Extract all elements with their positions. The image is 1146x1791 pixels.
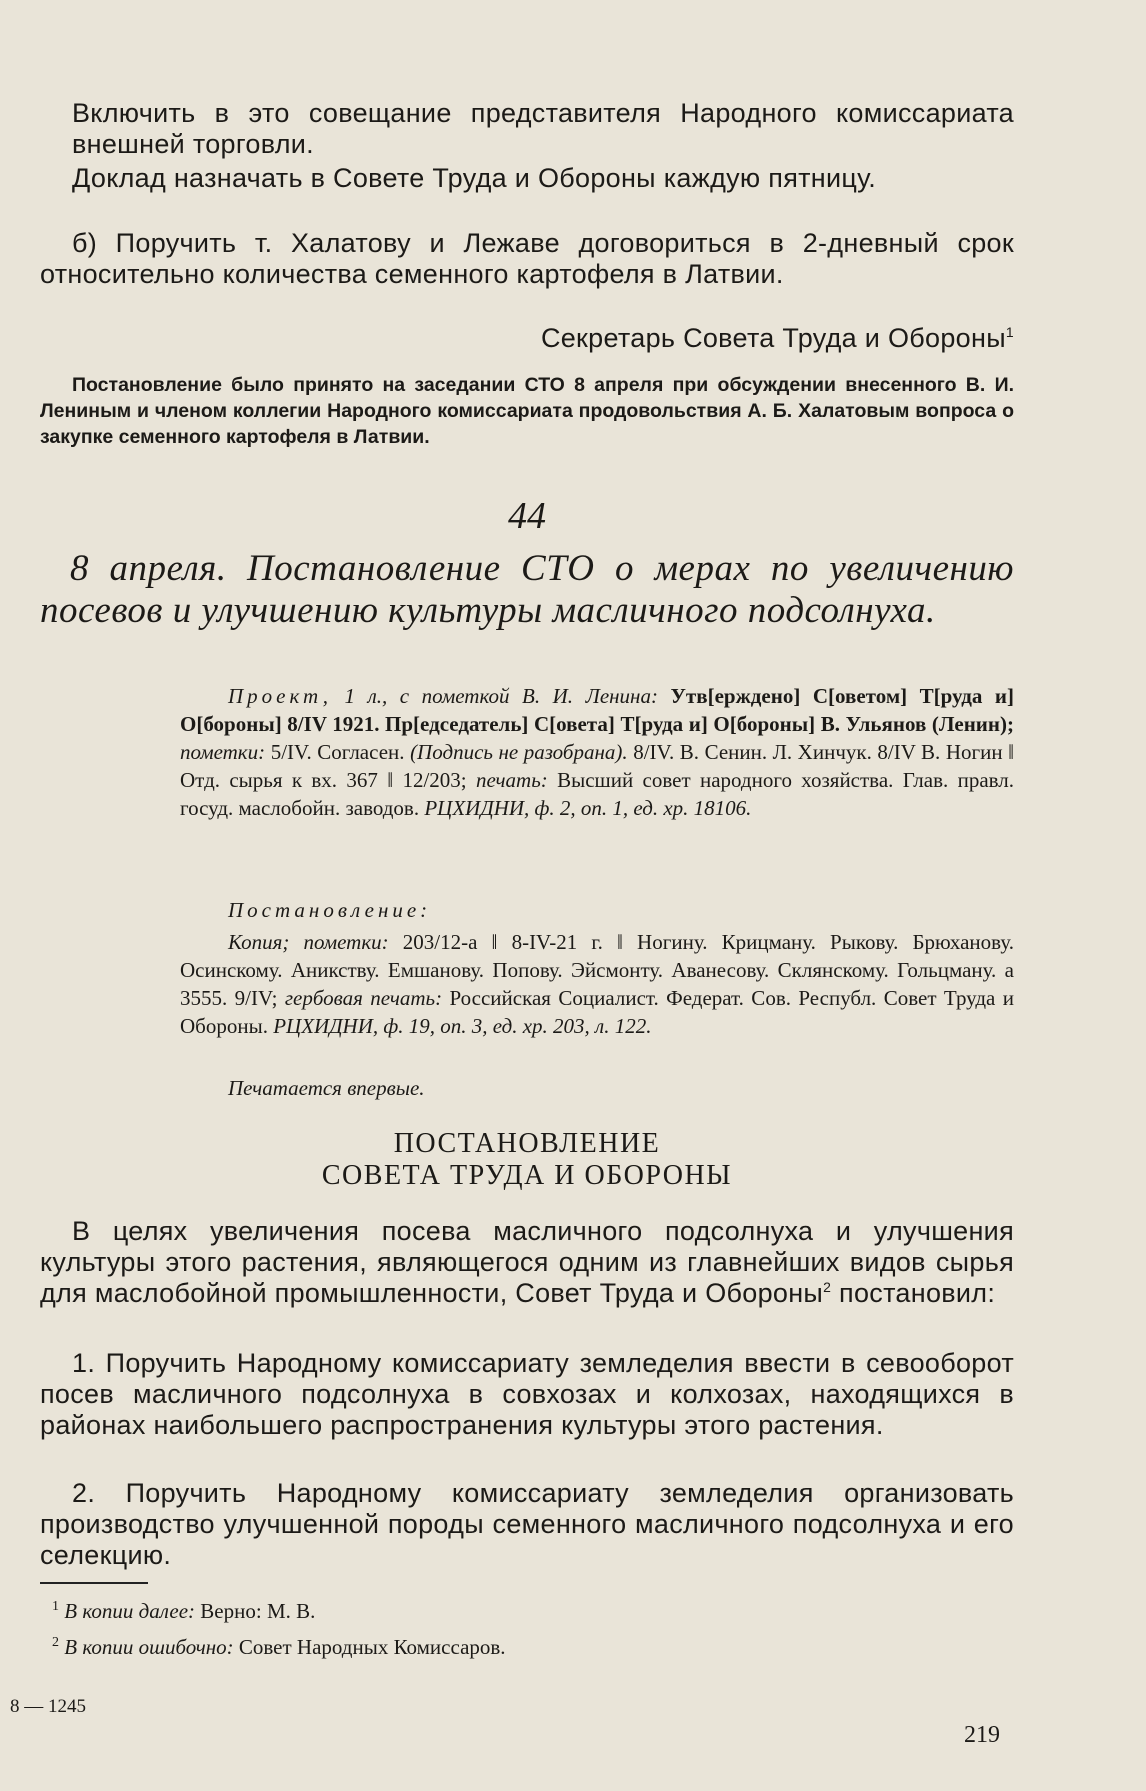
marks-label: пометки:	[180, 740, 266, 764]
footnote-2-text: Совет Народных Комиссаров.	[238, 1635, 506, 1659]
paragraph-report-friday	[40, 163, 1014, 194]
paragraph-halatov-lezhava-text: б) Поручить т. Халатову и Лежаве договориться в 2-дневный срок относительно количества семенного картофеля в Латвии.	[40, 228, 1014, 289]
printed-first: Печатается впервые.	[228, 1076, 425, 1100]
paragraph-delegate-text: Включить в это совещание представителя Народного комиссариата внешней торговли.	[72, 98, 1014, 159]
printer-signature-mark	[10, 1690, 210, 1724]
footnote-divider	[40, 1582, 148, 1584]
seal-label: гербовая печать:	[284, 986, 443, 1010]
resolution-intro-text: В целях увеличения посева масличного подсолнуха и улучшения культуры этого растения, являющегося одним из главнейших видов сырья для маслобойной промышленности, Совет Труда и Обороны	[40, 1216, 1014, 1308]
resolution-label: Постановление:	[228, 898, 432, 922]
printer-signature-mark-text: 8 — 1245	[10, 1696, 86, 1717]
footnote-2-number: 2	[52, 1635, 59, 1650]
document-heading	[40, 548, 1014, 632]
copy-metadata	[180, 928, 1014, 1040]
footnote-2-label: В копии ошибочно:	[64, 1635, 234, 1659]
resolution-title	[40, 1128, 1014, 1192]
document-heading-text: 8 апреля. Постановление СТО о мерах по увеличению посевов и улучшению культуры масличного подсолнуха.	[40, 548, 1014, 631]
secretary-signature	[40, 323, 1014, 354]
resolution-intro	[40, 1216, 1014, 1309]
draft-label: Проект,	[228, 684, 332, 708]
resolution-item-1-text: 1. Поручить Народному комиссариату земледелия ввести в севооборот посев масличного подсолнуха в совхозах и колхозах, находящихся в районах наибольшего распространения культуры этого растения.	[40, 1348, 1014, 1440]
secretary-signature-text: Секретарь Совета Труда и Обороны	[540, 323, 1006, 353]
draft-description: 1 л., с пометкой В. И. Ленина:	[344, 684, 658, 708]
resolution-label-line	[180, 896, 1014, 924]
editorial-note-text: Постановление было принято на заседании СТО 8 апреля при обсуждении внесенного В. И. Лениным и членом коллегии Народного комиссариата продовольствия А. Б. Халатовым вопроса о закупке семенного картофеля в Латвии.	[40, 374, 1014, 448]
paragraph-delegate	[72, 98, 1014, 160]
archive-reference-2: РЦХИДНИ, ф. 19, оп. 3, ед. хр. 203, л. 122.	[273, 1014, 652, 1038]
copy-text: 203/12-а ‖ 8-IV-21 г. ‖ Ногину. Крицману. Рыкову. Брюханову. Осинскому. Аникству. Емшанову. Попову. Эйсмонту. Аванесову. Склянскому. Гольцману. а 3555. 9/IV;	[180, 930, 1014, 1010]
draft-approval: Утв[ерждено] С[оветом] Т[руда и] О[бороны] 8/IV 1921. Пр[едседатель] С[овета] Т[руда и] О[бороны] В. Ульянов (Ленин);	[180, 684, 1014, 736]
document-number-text: 44	[508, 495, 546, 537]
copy-label: Копия; пометки:	[228, 930, 389, 954]
seal-text: Российская Социалист. Федерат. Сов. Республ. Совет Труда и Обороны.	[180, 986, 1014, 1038]
archival-metadata	[180, 682, 1014, 822]
marks-text-2: 8/IV. В. Сенин. Л. Хинчук. 8/IV В. Ногин ‖ Отд. сырья к вх. 367 ‖ 12/203;	[180, 740, 1015, 792]
paragraph-halatov-lezhava	[40, 228, 1014, 290]
marks-unreadable: (Подпись не разобрана).	[410, 740, 628, 764]
resolution-item-2-text: 2. Поручить Народному комиссариату земледелия организовать производство улучшенной породы семенного масличного подсолнуха и его селекцию.	[40, 1478, 1014, 1570]
page-number-text: 219	[964, 1722, 1000, 1748]
document-number	[40, 494, 1014, 538]
resolution-item-2	[40, 1478, 1014, 1571]
footnote-2	[52, 1630, 1014, 1664]
editorial-note	[40, 372, 1014, 450]
stamp-text: Высший совет народного хозяйства. Глав. правл. госуд. маслобойн. заводов.	[180, 768, 1015, 820]
marks-text: 5/IV. Согласен.	[270, 740, 405, 764]
footnote-ref-2: 2	[823, 1279, 832, 1295]
resolution-item-1	[40, 1348, 1014, 1441]
footnote-1-label: В копии далее:	[64, 1599, 196, 1623]
stamp-label: печать:	[475, 768, 548, 792]
page-number	[880, 1718, 1000, 1752]
footnote-1-number: 1	[52, 1599, 59, 1614]
resolution-title-line-1: ПОСТАНОВЛЕНИЕ	[393, 1128, 661, 1159]
paragraph-report-friday-text: Доклад назначать в Совете Труда и Обороны каждую пятницу.	[72, 163, 877, 193]
resolution-title-line-2: СОВЕТА ТРУДА И ОБОРОНЫ	[321, 1160, 733, 1191]
printed-first-line	[180, 1074, 1014, 1102]
footnote-ref-1: 1	[1005, 324, 1014, 340]
footnote-1-text: Верно: М. В.	[200, 1599, 316, 1623]
footnote-1	[52, 1594, 1014, 1628]
archive-reference-1: РЦХИДНИ, ф. 2, оп. 1, ед. хр. 18106.	[424, 796, 752, 820]
resolution-intro-decided: постановил:	[839, 1278, 996, 1308]
